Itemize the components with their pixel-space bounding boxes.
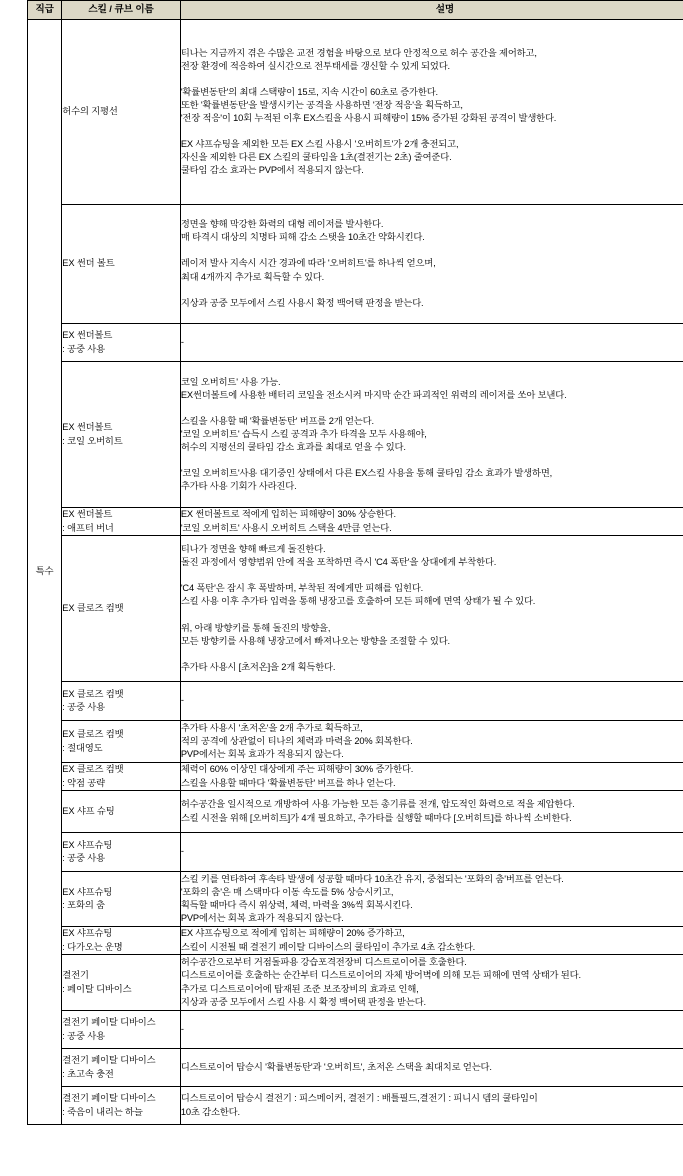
skill-table (27, 0, 683, 1125)
skill-name-cell: EX 썬더볼트 : 애프터 버너 (62, 508, 181, 536)
skill-description-cell: - (180, 833, 683, 872)
rank-cell: 특수 (28, 20, 62, 1125)
skill-name-cell: EX 샤프슈팅 : 다가오는 운명 (62, 927, 181, 955)
skill-name-cell: EX 샤프슈팅 : 공중 사용 (62, 833, 181, 872)
skill-name-cell: EX 샤프슈팅 : 포화의 춤 (62, 872, 181, 927)
skill-name-cell: 결전기 페이탈 디바이스 : 죽음이 내리는 하늘 (62, 1087, 181, 1125)
table-row (28, 1087, 683, 1125)
table-row (28, 20, 683, 205)
table-row (28, 833, 683, 872)
table-row (28, 791, 683, 833)
skill-description-cell: 스킬 키를 연타하여 후속타 발생에 성공할 때마다 10초간 유지, 중첩되는 '포화의 춤'버프를 얻는다. '포화의 춤'은 매 스택마다 이동 속도를 5% 상승시키고, 획득할 때마다 즉시 위상력, 체력, 마력을 3%씩 회복시킨다. PVP에서는 회복 효과가 적용되지 않는다. (180, 872, 683, 927)
skill-name-cell: EX 샤프 슈팅 (62, 791, 181, 833)
skill-description-cell: 정면을 향해 막강한 화력의 대형 레이저를 발사한다. 매 타격시 대상의 치명타 피해 감소 스탯을 10초간 약화시킨다. 레이저 발사 지속시 시간 경과에 따라 '오버히트'를 하나씩 얻으며, 최대 4개까지 추가로 획득할 수 있다. 지상과 공중 모두에서 스킬 사용시 확정 백어택 판정을 받는다. (180, 205, 683, 324)
skill-name-cell: EX 썬더볼트 : 코일 오버히트 (62, 362, 181, 508)
skill-description-cell: - (180, 1011, 683, 1049)
table-row (28, 508, 683, 536)
table-body (28, 20, 683, 1125)
column-header-rank: 직급 (28, 1, 62, 20)
skill-description-cell: 체력이 60% 이상인 대상에게 주는 피해량이 30% 증가한다. 스킬을 사용할 때마다 '확률변동탄' 버프를 하나 얻는다. (180, 763, 683, 791)
skill-name-cell: 결전기 페이탈 디바이스 : 공중 사용 (62, 1011, 181, 1049)
skill-name-cell: EX 클로즈 컴뱃 : 공중 사용 (62, 682, 181, 721)
skill-description-cell: 허수공간으로부터 거점돌파용 강습포격전장비 디스트로이어를 호출한다. 디스트로이어를 호출하는 순간부터 디스트로이어의 자체 방어벽에 의해 모든 피해에 면역 상태가 된다. 추가로 디스트로이어에 탑재된 조준 보조장비의 효과로 인해, 지상과 공중 모두에서 스킬 사용 시 확정 백어택 판정을 받는다. (180, 955, 683, 1011)
skill-description-cell: 디스트로이어 탑승시 결전기 : 피스메이커, 결전기 : 배틀필드,결전기 : 피니시 뎀의 쿨타임이 10초 감소한다. (180, 1087, 683, 1125)
table-row (28, 536, 683, 682)
skill-name-cell: 허수의 지평선 (62, 20, 181, 205)
table-row (28, 721, 683, 763)
table-row (28, 1049, 683, 1087)
table-row (28, 763, 683, 791)
skill-name-cell: EX 클로즈 컴뱃 : 약점 공략 (62, 763, 181, 791)
skill-description-cell: 코일 오버히트' 사용 가능. EX썬더볼트에 사용한 배터리 코일을 전소시켜 마지막 순간 파괴적인 위력의 레이저를 쏘아 보낸다. 스킬을 사용할 때 '확률변동탄' 버프를 2개 얻는다. '코일 오버히트' 습득시 스킬 공격과 추가 타격을 모두 사용해야, 허수의 지평선의 쿨타임 감소 효과를 최대로 얻을 수 있다. '코일 오버히트'사용 대기중인 상태에서 다른 EX스킬 사용을 통해 쿨타임 감소 효과가 발생하면, 추가타 사용 기회가 사라진다. (180, 362, 683, 508)
skill-description-cell: 추가타 사용시 '초저온'을 2개 추가로 획득하고, 적의 공격에 상관없이 티나의 체력과 마력을 20% 회복한다. PVP에서는 회복 효과가 적용되지 않는다. (180, 721, 683, 763)
table-row (28, 1011, 683, 1049)
skill-name-cell: 결전기 페이탈 디바이스 : 초고속 충전 (62, 1049, 181, 1087)
skill-description-cell: EX 썬더볼트로 적에게 입히는 피해량이 30% 상승한다. '코일 오버히트' 사용시 오버히트 스택을 4만큼 얻는다. (180, 508, 683, 536)
skill-name-cell: 결전기 : 페이탈 디바이스 (62, 955, 181, 1011)
skill-description-cell: 디스트로이어 탑승시 '확률변동탄'과 '오버히트', 초저온 스택을 최대치로 얻는다. (180, 1049, 683, 1087)
column-header-description: 설명 (180, 1, 683, 20)
table-row (28, 682, 683, 721)
skill-name-cell: EX 클로즈 컴뱃 : 절대영도 (62, 721, 181, 763)
skill-description-cell: 티나가 정면을 향해 빠르게 돌진한다. 돌진 과정에서 영향범위 안에 적을 포착하면 즉시 'C4 폭탄'을 상대에게 부착한다. 'C4 폭탄'은 잠시 후 폭발하며, 부착된 적에게만 피해를 입힌다. 스킬 사용 이후 추가타 입력을 통해 냉장고를 호출하여 모든 피해에 면역 상태가 될 수 있다. 위, 아래 방향키를 통해 돌진의 방향을, 모든 방향키를 사용해 냉장고에서 빠져나오는 방향을 조절할 수 있다. 추가타 사용시 [초저온]을 2개 획득한다. (180, 536, 683, 682)
skill-description-cell: - (180, 682, 683, 721)
table-row (28, 872, 683, 927)
table-row (28, 955, 683, 1011)
skill-name-cell: EX 썬더볼트 : 공중 사용 (62, 324, 181, 362)
skill-description-cell: 허수공간을 일시적으로 개방하여 사용 가능한 모든 총기류를 전개, 압도적인 화력으로 적을 제압한다. 스킬 시전을 위해 [오버히트]가 4개 필요하고, 추가타를 실행할 때마다 [오버히트]를 하나씩 소비한다. (180, 791, 683, 833)
table-row (28, 927, 683, 955)
table-row (28, 362, 683, 508)
skill-description-cell: EX 샤프슈팅으로 적에게 입히는 피해량이 20% 증가하고, 스킬이 시전될 때 결전기 페이탈 디바이스의 쿨타임이 추가로 4초 감소한다. (180, 927, 683, 955)
table-row (28, 324, 683, 362)
skill-name-cell: EX 썬더 볼트 (62, 205, 181, 324)
table-header (28, 1, 683, 20)
table-row (28, 205, 683, 324)
skill-name-cell: EX 클로즈 컴뱃 (62, 536, 181, 682)
skill-description-cell: 티나는 지금까지 겪은 수많은 교전 경험을 바탕으로 보다 안정적으로 허수 공간을 제어하고, 전장 환경에 적응하여 실시간으로 전투태세를 갱신할 수 있게 되었다. '확률변동탄'의 최대 스택량이 15로, 지속 시간이 60초로 증가한다. 또한 '확률변동탄'을 발생시키는 공격을 사용하면 '전장 적응'을 획득하고, '전장 적응'이 10회 누적된 이후 EX스킬을 사용시 피해량이 15% 증가된 강화된 공격이 발생한다. EX 샤프슈팅을 제외한 모든 EX 스킬 사용시 '오버히트'가 2개 충전되고, 자신을 제외한 다른 EX 스킬의 쿨타임을 1초(결전기는 2초) 줄여준다. 쿨타임 감소 효과는 PVP에서 적용되지 않는다. (180, 20, 683, 205)
skill-description-cell: - (180, 324, 683, 362)
column-header-skill-name: 스킬 / 큐브 이름 (62, 1, 181, 20)
header-row (28, 1, 683, 20)
